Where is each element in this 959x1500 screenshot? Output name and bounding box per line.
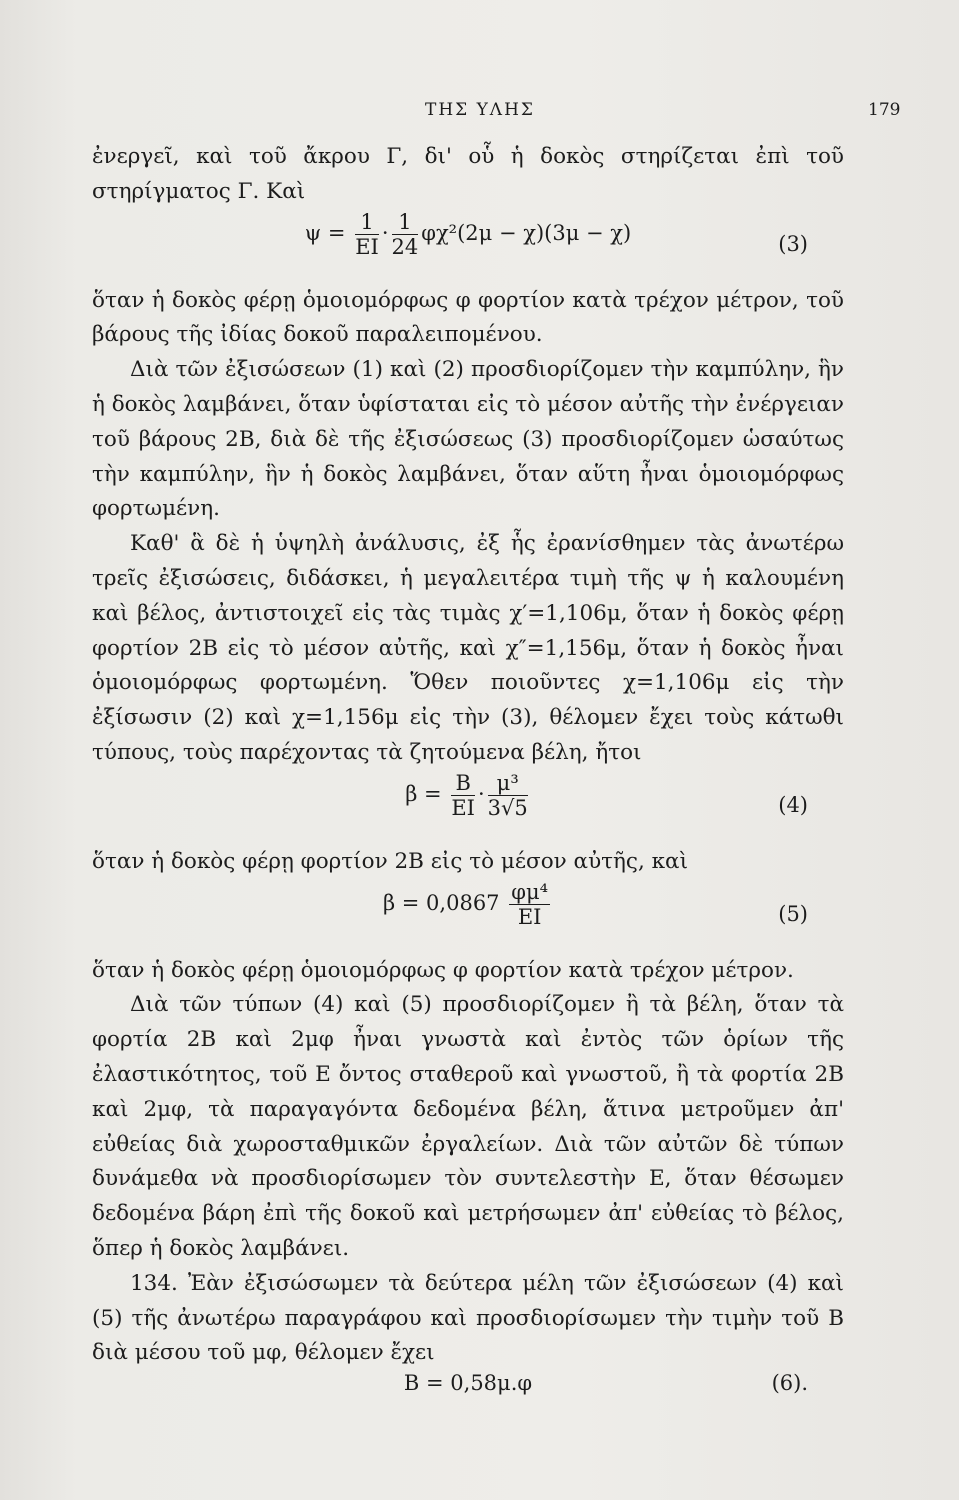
paragraph: Διὰ τῶν ἐξισώσεων (1) καὶ (2) προσδιορίζομεν τὴν καμπύλην, ἣν ἡ δοκὸς λαμβάνει, ὅταν ὑφίσταται εἰς τὸ μέσον αὐτῆς τὴν ἐνέργειαν τοῦ βάρους 2Β, διὰ δὲ τῆς ἐξισώσεως (3) προσδιορίζομεν ὡσαύτως τὴν καμπύλην, ἣν ἡ δοκὸς λαμβάνει, ὅταν αὕτη ἦναι ὁμοιομόρφως φορτωμένη.	[92, 357, 844, 522]
numerator: 1	[392, 210, 419, 235]
formula-4	[92, 771, 844, 845]
paragraph: Καθ' ἃ δὲ ἡ ὑψηλὴ ἀνάλυσις, ἐξ ἧς ἐρανίσθημεν τὰς ἀνωτέρω τρεῖς ἐξισώσεις, διδάσκει, ἡ μεγαλειτέρα τιμὴ τῆς ψ ἡ καλουμένη καὶ βέλος, ἀντιστοιχεῖ εἰς τὰς τιμὰς χ′=1,106μ, ὅταν ἡ δοκὸς φέρῃ φορτίον 2Β εἰς τὸ μέσον αὐτῆς, καὶ χ″=1,156μ, ὅταν ἡ δοκὸς ἦναι ὁμοιομόρφως φορτωμένη. Ὅθεν ποιοῦντες χ=1,106μ εἰς τὴν ἐξίσωσιν (2) καὶ χ=1,156μ εἰς τὴν (3), θέλομεν ἔχει τοὺς κάτωθι τύπους, τοὺς παρέχοντας τὰ ζητούμενα βέλη, ἤτοι	[92, 531, 844, 765]
fraction	[509, 880, 550, 929]
denominator: ΕΙ	[517, 904, 542, 929]
formula-5	[92, 880, 844, 954]
formula-6	[92, 1371, 844, 1411]
fraction	[355, 210, 379, 259]
denominator: ΕΙ	[355, 234, 379, 259]
fraction	[451, 771, 475, 820]
paragraph: ἐνεργεῖ, καὶ τοῦ ἄκρου Γ, δι' οὗ ἡ δοκὸς στηρίζεται ἐπὶ τοῦ στηρίγματος Γ. Καὶ	[92, 144, 844, 204]
numerator: 1	[355, 210, 379, 235]
denominator: 3√5	[487, 795, 528, 820]
paragraph: Διὰ τῶν τύπων (4) καὶ (5) προσδιορίζομεν ἢ τὰ βέλη, ὅταν τὰ φορτία 2Β καὶ 2μφ ἦναι γνωστὰ καὶ ἐντὸς τῶν ὁρίων τῆς ἐλαστικότητος, τοῦ Ε ὄντος σταθεροῦ καὶ γνωστοῦ, ἢ τὰ φορτία 2Β καὶ 2μφ, τὰ παραγαγόντα δεδομένα βέλη, ἅτινα μετροῦμεν ἀπ' εὐθείας διὰ χωροσταθμικῶν ἐργαλείων. Διὰ τῶν αὐτῶν δὲ τύπων δυνάμεθα νὰ προσδιορίσωμεν τὸν συντελεστὴν Ε, ὅταν θέσωμεν δεδομένα βάρη ἐπὶ τῆς δοκοῦ καὶ μετρήσωμεν ἀπ' εὐθείας τὸ βέλος, ὅπερ ἡ δοκὸς λαμβάνει.	[92, 992, 844, 1261]
equation-number: (6).	[771, 1371, 808, 1396]
formula-6-expression: Β = 0,58μ.φ	[403, 1371, 533, 1396]
numerator: μ³	[488, 771, 528, 796]
equation-number: (3)	[778, 231, 808, 256]
paragraph: ὅταν ἡ δοκὸς φέρῃ ὁμοιομόρφως φ φορτίον κατὰ τρέχον μέτρον.	[92, 957, 794, 983]
page-header	[0, 100, 959, 130]
equation-number: (5)	[778, 901, 808, 926]
page-number: 179	[868, 100, 901, 120]
formula-3	[92, 210, 844, 284]
numerator: Β	[451, 771, 475, 796]
running-title: ΤΗΣ ΥΛΗΣ	[425, 100, 535, 120]
numerator: φμ⁴	[511, 879, 549, 904]
paragraph: 134. Ἐὰν ἐξισώσωμεν τὰ δεύτερα μέλη τῶν ἐξισώσεων (4) καὶ (5) τῆς ἀνωτέρω παραγράφου καὶ προσδιορίσωμεν τὴν τιμὴν τοῦ Β διὰ μέσου τοῦ μφ, θέλομεν ἔχει	[92, 1270, 844, 1366]
denominator: 24	[391, 234, 419, 259]
equation-number: (4)	[778, 792, 808, 817]
formula-lhs: β = 0,0867	[382, 890, 500, 915]
formula-5-expression	[92, 880, 844, 929]
fraction	[392, 210, 419, 259]
body-text	[92, 140, 844, 1411]
paragraph: ὅταν ἡ δοκὸς φέρῃ ὁμοιομόρφως φ φορτίον κατὰ τρέχον μέτρον, τοῦ βάρους τῆς ἰδίας δοκοῦ παραλειπομένου.	[92, 287, 844, 348]
formula-4-expression: β = $\frac{B}{EI}$ · $\frac{\text{μ³}}{3√5}$	[405, 770, 528, 820]
fraction	[488, 771, 528, 820]
formula-lhs: ψ =	[304, 220, 346, 245]
paragraph: ὅταν ἡ δοκὸς φέρῃ φορτίον 2Β εἰς τὸ μέσον αὐτῆς, καὶ	[92, 848, 689, 874]
formula-3-expression: ψ = $\frac{1}{EI}$ · $\frac{1}{24}$ φχ²(2μ − χ)(3μ − χ)	[304, 209, 632, 259]
denominator: ΕΙ	[451, 795, 475, 820]
formula-lhs: β =	[405, 781, 442, 806]
formula-rest: φχ²(2μ − χ)(3μ − χ)	[421, 220, 632, 245]
